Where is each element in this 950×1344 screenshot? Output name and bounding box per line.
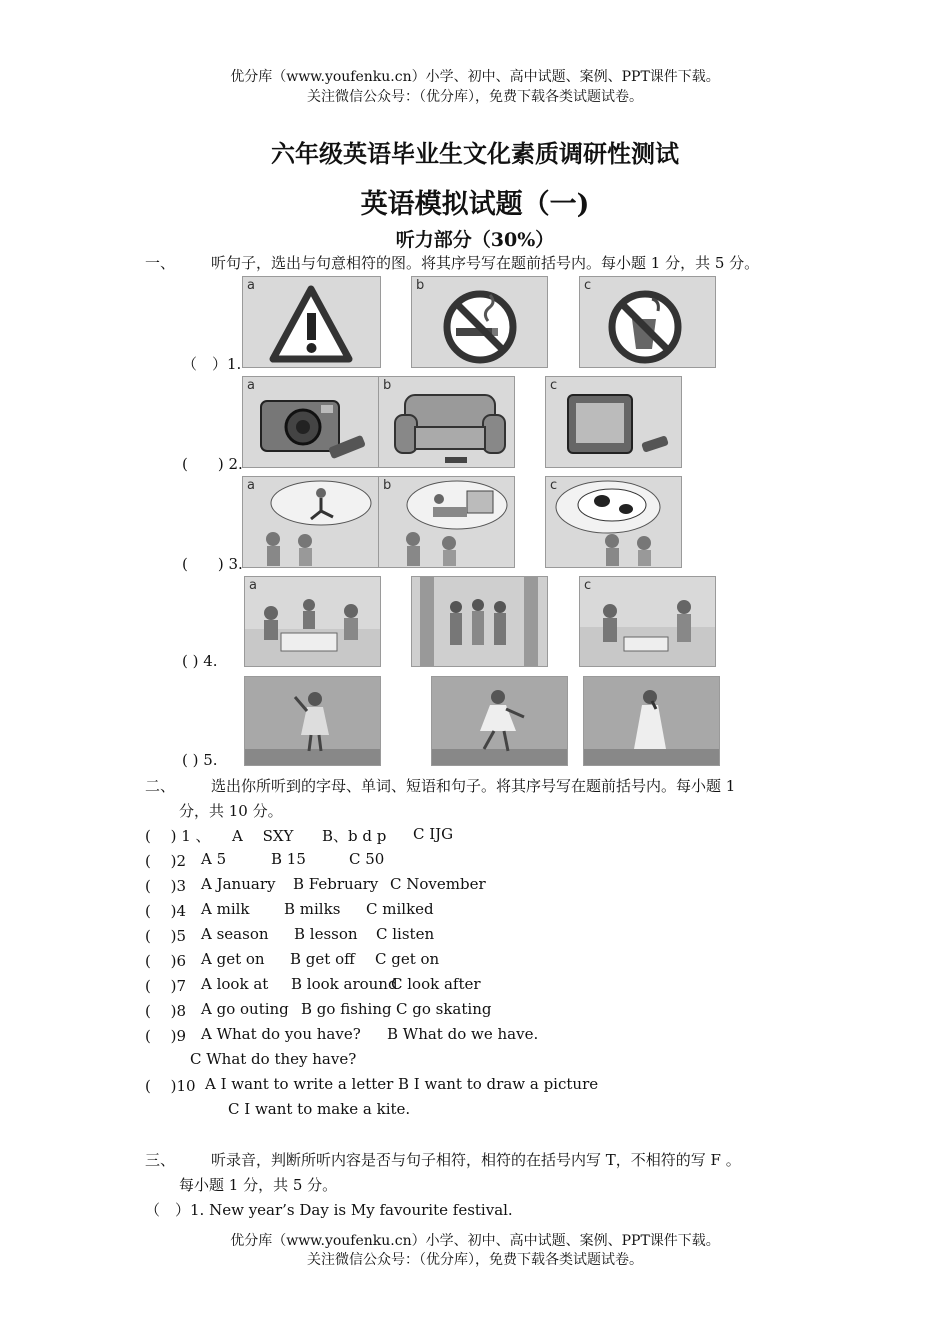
option-c: C What do they have? [190,1050,357,1068]
s1-question-3: ( ) 3. [182,555,243,573]
section2-instruction-1: 选出你所听到的字母、单词、短语和句子。将其序号写在题前括号内。每小题 1 [211,777,736,795]
item-prefix: ( )7 [145,977,187,995]
picture-2c [545,376,682,468]
picture-label: b [383,378,392,393]
s1-question-5: ( ) 5. [182,751,218,769]
picture-1a [242,276,381,368]
sofa-icon [379,377,514,467]
section2-number: 二、 [145,777,176,795]
picture-3b [378,476,515,568]
option-c: C IJG [413,825,454,843]
option-b: B lesson [294,925,358,943]
s1-question-2: ( ) 2. [182,455,243,473]
item-prefix: ( ) 1 、 [145,827,211,845]
exam-title: 六年级英语毕业生文化素质调研性测试 [271,139,679,168]
exam-subtitle: 英语模拟试题（一) [360,189,590,220]
option-a: A season [201,925,269,943]
option-b: B look around [291,975,398,993]
skating-dream-icon [243,477,378,567]
picture-label: a [247,378,255,393]
picture-label: a [247,278,255,293]
picture-label: b [383,478,392,493]
option-c: C go skating [396,1000,492,1018]
item-prefix: ( )6 [145,952,187,970]
picture-label: c [584,578,592,593]
option-b: B get off [290,950,355,968]
family-picnic-icon [245,577,380,666]
option-b: B I want to draw a picture [398,1075,599,1093]
option-c: C 50 [349,850,385,868]
option-a: A January [201,875,276,893]
option-c: C listen [376,925,435,943]
hikers-icon [412,577,547,666]
option-c: C November [390,875,486,893]
option-a: A What do you have? [201,1025,361,1043]
picture-5a [244,676,381,766]
picture-5b [431,676,568,766]
option-b: B milks [284,900,341,918]
option-c: C get on [375,950,440,968]
couple-picnic-icon [580,577,715,666]
picture-4b [411,576,548,667]
picture-2a [242,376,379,468]
stage-girl-pose-icon [245,677,380,765]
option-c: C milked [366,900,434,918]
option-a: A SXY [232,827,294,845]
header-line-2: 关注微信公众号：（优分库），免费下载各类试题试卷。 [307,89,643,105]
picture-label: c [550,478,558,493]
warning-sign-icon [243,277,380,367]
picture-label: c [550,378,558,393]
option-b: B February [293,875,379,893]
section1-instruction: 听句子，选出与句意相符的图。将其序号写在题前括号内。每小题 1 分，共 5 分。 [211,254,760,272]
section3-instruction-1: 听录音，判断所听内容是否与句子相符，相符的在括号内写 T，不相符的写 F 。 [211,1151,741,1169]
option-b: B go fishing [301,1000,392,1018]
stage-girl-singing-icon [584,677,719,765]
item-prefix: ( )8 [145,1002,187,1020]
picture-label: a [249,578,257,593]
item-prefix: ( )2 [145,852,187,870]
option-a: A go outing [201,1000,289,1018]
painting-dream-icon [379,477,514,567]
camera-icon [243,377,378,467]
picture-4c [579,576,716,667]
option-a: A I want to write a letter [205,1075,394,1093]
section3-item-1: （ ）1. New year’s Day is My favourite festival. [145,1201,513,1219]
cow-dream-icon [546,477,681,567]
picture-3c [545,476,682,568]
picture-1c [579,276,716,368]
option-a: A look at [201,975,269,993]
option-c: C look after [391,975,481,993]
item-prefix: ( )9 [145,1027,187,1045]
option-b: B、b d p [322,827,387,845]
item-prefix: ( )3 [145,877,187,895]
item-prefix: ( )10 [145,1077,196,1095]
no-smoking-icon [412,277,547,367]
tv-icon [546,377,681,467]
no-littering-icon [580,277,715,367]
part-title: 听力部分（30%） [395,229,555,251]
item-prefix: ( )4 [145,902,187,920]
section3-number: 三、 [145,1151,176,1169]
section2-instruction-2: 分，共 10 分。 [179,802,283,820]
option-c: C I want to make a kite. [228,1100,411,1118]
picture-5c [583,676,720,766]
option-a: A get on [201,950,265,968]
picture-label: a [247,478,255,493]
option-b: B 15 [271,850,306,868]
s1-question-4: ( ) 4. [182,652,218,670]
option-a: A milk [201,900,250,918]
stage-girl-dancing-icon [432,677,567,765]
item-prefix: ( )5 [145,927,187,945]
picture-label: b [416,278,425,293]
option-b: B What do we have. [387,1025,539,1043]
picture-4a [244,576,381,667]
section1-number: 一、 [145,254,176,272]
picture-3a [242,476,379,568]
picture-2b [378,376,515,468]
section3-instruction-2: 每小题 1 分，共 5 分。 [179,1176,338,1194]
option-a: A 5 [201,850,227,868]
header-line-1: 优分库（www.youfenku.cn）小学、初中、高中试题、案例、PPT课件下载。 [230,69,720,85]
footer-line-2: 关注微信公众号：（优分库），免费下载各类试题试卷。 [307,1252,643,1268]
s1-question-1: （ ）1. [182,355,242,373]
picture-label: c [584,278,592,293]
picture-1b [411,276,548,368]
footer-line-1: 优分库（www.youfenku.cn）小学、初中、高中试题、案例、PPT课件下载。 [230,1233,720,1249]
